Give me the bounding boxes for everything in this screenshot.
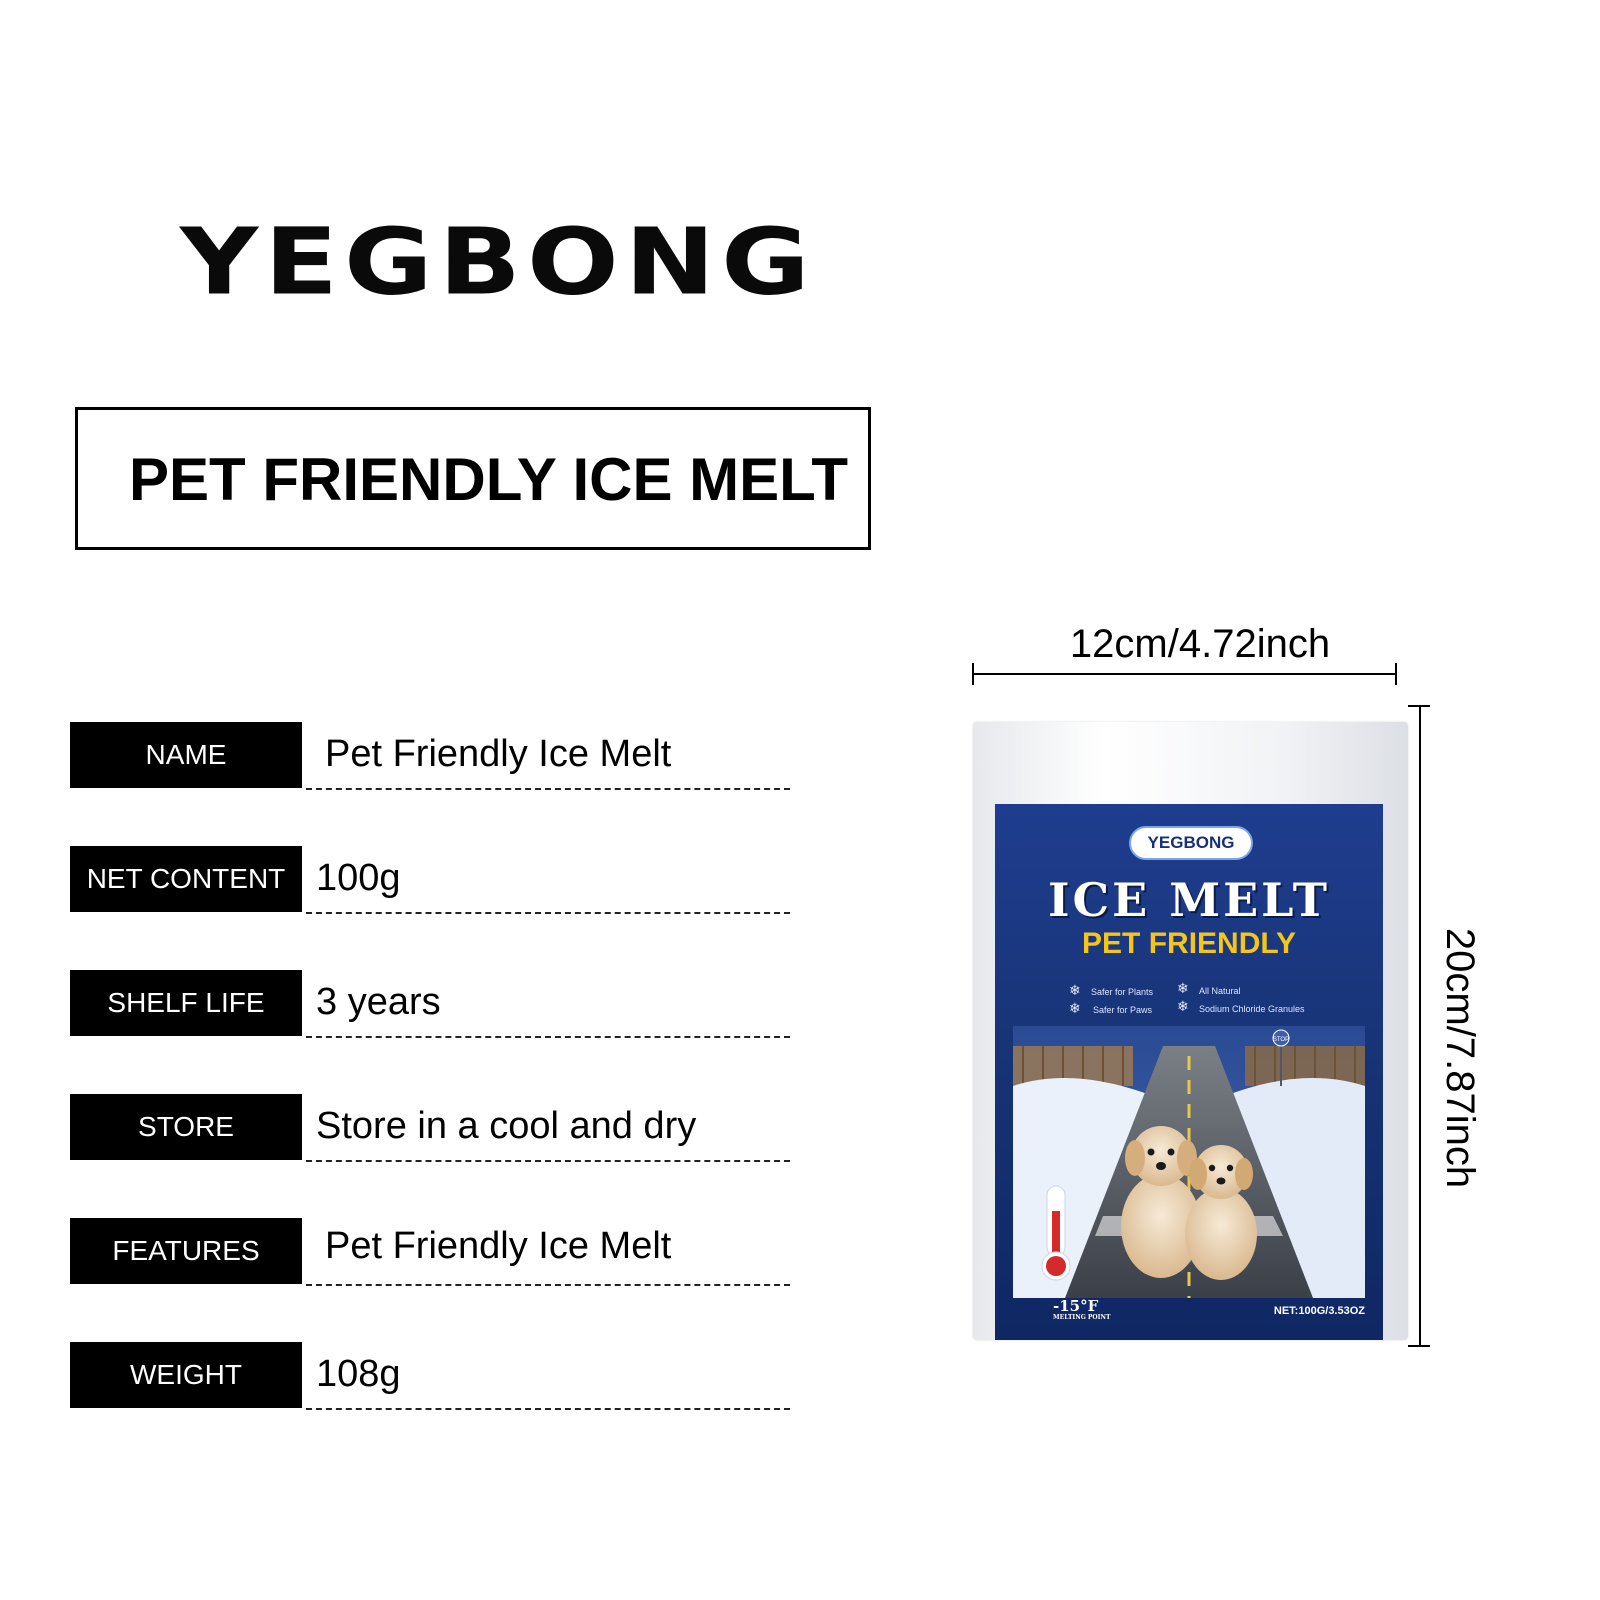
dashed-divider	[306, 1284, 790, 1286]
height-dimension-tick	[1408, 705, 1430, 707]
snowy-street-scene	[1013, 1026, 1365, 1298]
page-title: PET FRIENDLY ICE MELT	[129, 446, 848, 513]
dashed-divider	[306, 1160, 790, 1162]
spec-row-weight	[70, 1342, 790, 1410]
spec-value: 3 years	[316, 981, 441, 1023]
snowflake-icon: ❄	[1177, 999, 1189, 1015]
feature-text: Sodium Chloride Granules	[1199, 1004, 1305, 1014]
height-dimension-label: 20cm/7.87inch	[1438, 927, 1482, 1189]
spec-value: 108g	[316, 1353, 401, 1395]
snowflake-icon: ❄	[1069, 1001, 1081, 1017]
height-dimension-line	[1419, 705, 1421, 1345]
spec-row-net-content	[70, 846, 790, 914]
height-dimension-tick	[1408, 1345, 1430, 1347]
spec-value: 100g	[316, 857, 401, 899]
melting-point-caption: MELTING POINT	[1053, 1314, 1111, 1321]
dashed-divider	[306, 912, 790, 914]
melting-point-value: -15°F	[1053, 1297, 1099, 1315]
stop-sign-text: STOP	[1272, 1037, 1290, 1043]
spec-value: Pet Friendly Ice Melt	[325, 1225, 672, 1267]
spec-value: Store in a cool and dry	[316, 1105, 697, 1147]
pouch-title: ICE MELT	[1047, 873, 1330, 927]
spec-label: FEATURES	[70, 1218, 302, 1284]
spec-value: Pet Friendly Ice Melt	[325, 733, 672, 775]
spec-row-features	[70, 1218, 790, 1286]
width-dimension-tick	[972, 663, 974, 685]
pouch-label	[995, 804, 1383, 1340]
spec-label: NET CONTENT	[70, 846, 302, 912]
brand-logo: YEGBONG	[180, 209, 816, 316]
dashed-divider	[306, 1408, 790, 1410]
snowflake-icon: ❄	[1177, 981, 1189, 997]
spec-row-store	[70, 1094, 790, 1162]
product-pouch	[973, 722, 1408, 1340]
width-dimension-label: 12cm/4.72inch	[1069, 622, 1331, 666]
width-dimension-tick	[1395, 663, 1397, 685]
dashed-divider	[306, 1036, 790, 1038]
dashed-divider	[306, 788, 790, 790]
spec-label: SHELF LIFE	[70, 970, 302, 1036]
snowflake-icon: ❄	[1069, 983, 1081, 999]
width-dimension-line	[972, 673, 1396, 675]
spec-label: NAME	[70, 722, 302, 788]
pouch-net-weight: NET:100G/3.53OZ	[1273, 1305, 1365, 1317]
title-box	[75, 407, 871, 550]
feature-text: Safer for Plants	[1091, 987, 1154, 997]
spec-label: WEIGHT	[70, 1342, 302, 1408]
spec-row-name	[70, 722, 790, 790]
pouch-brand-badge: YEGBONG	[1129, 826, 1253, 860]
feature-text: All Natural	[1199, 986, 1241, 996]
puppy-left	[1121, 1126, 1201, 1278]
puppy-right	[1185, 1145, 1257, 1280]
spec-row-shelf-life	[70, 970, 790, 1038]
spec-label: STORE	[70, 1094, 302, 1160]
pouch-subtitle: PET FRIENDLY	[1082, 927, 1296, 960]
feature-text: Safer for Paws	[1093, 1005, 1153, 1015]
